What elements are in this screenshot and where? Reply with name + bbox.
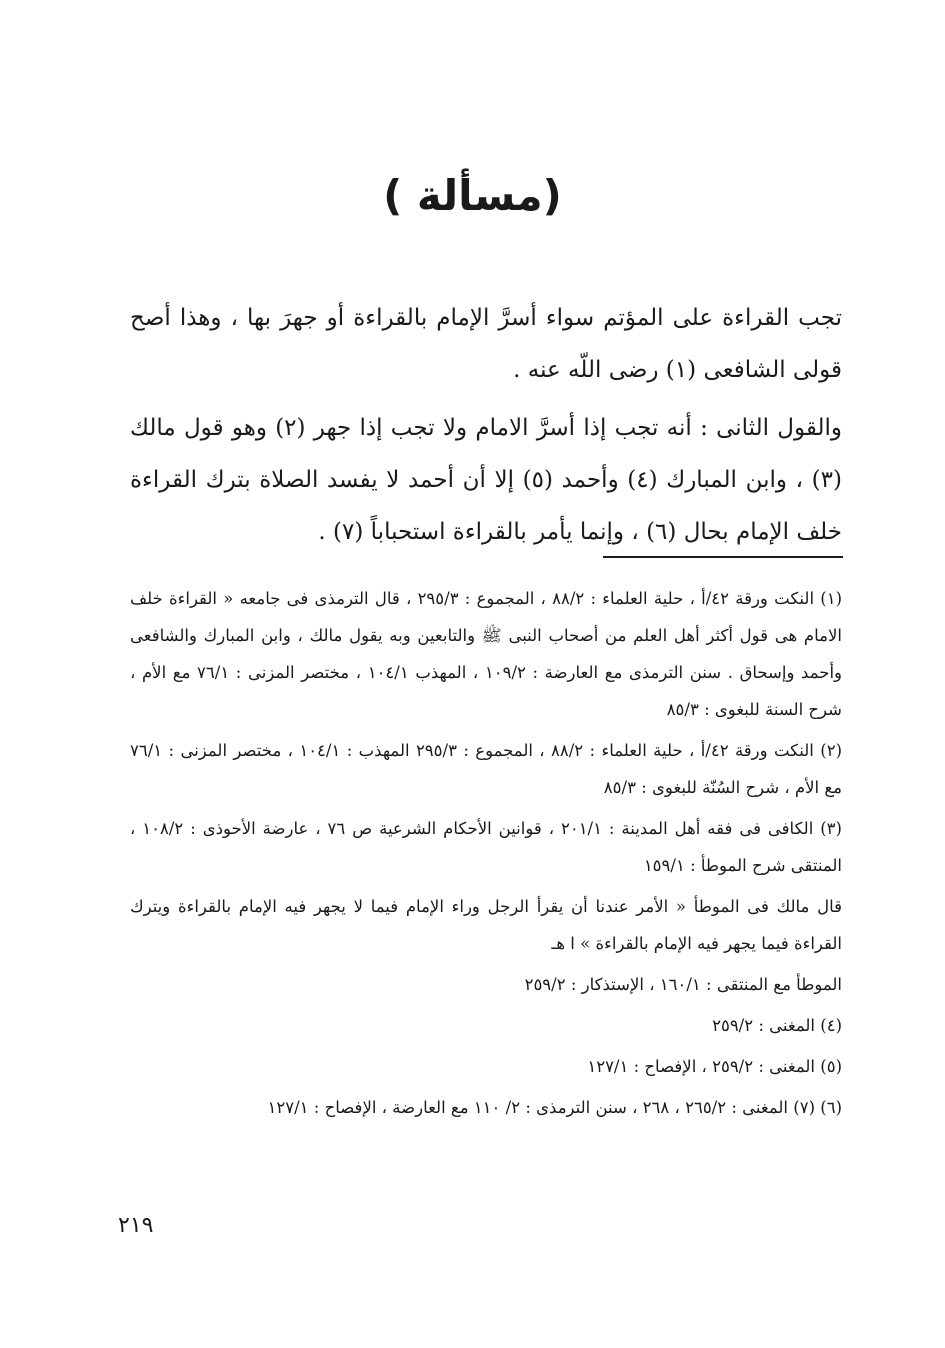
footnote: (٤) المغنى : ٢٥٩/٢ xyxy=(712,1016,842,1035)
footnote: (٣) الكافى فى فقه أهل المدينة : ٢٠١/١ ، قوانين الأحكام الشرعية ص ٧٦ ، عارضة الأحوذى : ١٠٨/٢ ، المنتقى شرح الموطأ : ١٥٩/١ xyxy=(130,819,842,875)
footnote: (٦) (٧) المغنى : ٢٦٥/٢ ، ٢٦٨ ، سنن الترمذى : ٢/ ١١٠ مع العارضة ، الإفصاح : ١٢٧/١ xyxy=(267,1098,842,1117)
main-text xyxy=(130,292,842,564)
footnote: (٥) المغنى : ٢٥٩/٢ ، الإفصاح : ١٢٧/١ xyxy=(587,1057,842,1076)
paragraph: والقول الثانى : أنه تجب إذا أسرَّ الامام ولا تجب إذا جهر (٢) وهو قول مالك (٣) ، وابن المبارك (٤) وأحمد (٥) إلا أن أحمد لا يفسد الصلاة بترك القراءة خلف الإمام بحال (٦) ، وإنما يأمر بالقراءة استحباباً (٧) . xyxy=(130,415,842,545)
footnote: (٢) النكت ورقة ٤٢/أ ، حلية العلماء : ٨٨/٢ ، المجموع : ٢٩٥/٣ المهذب : ١٠٤/١ ، مختصر المزنى : ٧٦/١ مع الأم ، شرح السُنّة للبغوى : ٨٥/٣ xyxy=(130,741,842,797)
footnote: (١) النكت ورقة ٤٢/أ ، حلية العلماء : ٨٨/٢ ، المجموع : ٢٩٥/٣ ، قال الترمذى فى جامعه « القراءة خلف الامام هى قول أكثر أهل العلم من أصحاب النبى ﷺ والتابعين وبه يقول مالك ، وابن المبارك والشافعى وأحمد وإسحاق . سنن الترمذى مع العارضة : ١٠٩/٢ ، المهذب ١٠٤/١ ، مختصر المزنى : ٧٦/١ مع الأم ، شرح السنة للبغوى : ٨٥/٣ xyxy=(130,589,843,719)
footnote: الموطأ مع المنتقى : ١٦٠/١ ، الإستذكار : ٢٥٩/٢ xyxy=(524,975,842,994)
footnote-divider xyxy=(603,556,843,558)
page-title: (مسألة ) xyxy=(383,171,562,220)
page-number: ٢١٩ xyxy=(118,1213,154,1238)
footnote: قال مالك فى الموطأ « الأمر عندنا أن يقرأ الرجل وراء الإمام فيما لا يجهر فيه الإمام بالقراءة ويترك القراءة فيما يجهر فيه الإمام بالقراءة » ا هـ xyxy=(130,897,842,953)
footnotes xyxy=(130,580,842,1130)
paragraph: تجب القراءة على المؤتم سواء أسرَّ الإمام بالقراءة أو جهرَ بها ، وهذا أصح قولى الشافعى (١) رضى اللّه عنه . xyxy=(130,305,842,383)
